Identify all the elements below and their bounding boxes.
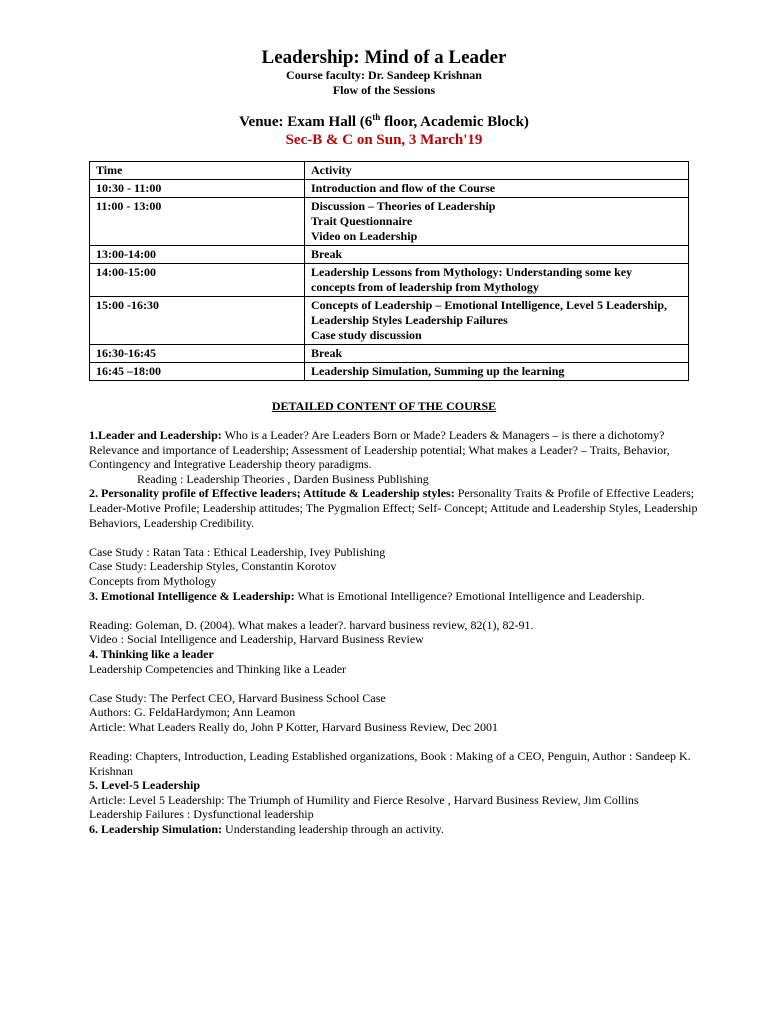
- section-5-heading-text: 5. Level-5 Leadership: [89, 778, 200, 793]
- section-6-text: Understanding leadership through an activity.: [222, 822, 444, 837]
- schedule-table: [89, 161, 689, 381]
- activity-cell: [305, 345, 689, 363]
- section-1: [89, 428, 709, 472]
- table-row: [90, 363, 689, 381]
- table-row: [90, 297, 689, 345]
- table-row: [90, 198, 689, 246]
- activity-line: Leadership Simulation, Summing up the learning: [311, 364, 565, 378]
- section-1-text: Who is a Leader? Are Leaders Born or Made? Leaders & Managers – is there a dichotomy? Relevance and importance of Leadership; Assessment of Leadership potential; What makes a Leader? – Traits, Behavior, Contingency and Integrative Leadership theory paradigms.: [89, 428, 670, 472]
- course-content: [89, 428, 709, 837]
- venue-post: floor, Academic Block): [380, 114, 529, 130]
- header-time: Time: [90, 162, 305, 180]
- page-title: Leadership: Mind of a Leader: [261, 47, 507, 68]
- table-row: [90, 345, 689, 363]
- section-date: Sec-B & C on Sun, 3 March'19: [285, 132, 483, 148]
- section-1-heading: 1.Leader and Leadership:: [89, 428, 222, 442]
- flow-subtitle: Flow of the Sessions: [332, 83, 436, 97]
- activity-cell: [305, 297, 689, 345]
- time-cell: 16:45 –18:00: [90, 363, 305, 381]
- section-3-video: Video : Social Intelligence and Leadership, Harvard Business Review: [89, 632, 424, 647]
- activity-line: Video on Leadership: [311, 229, 418, 243]
- time-cell: 16:30-16:45: [90, 345, 305, 363]
- section-4-authors: Authors: G. FeldaHardymon; Ann Leamon: [89, 705, 296, 720]
- course-faculty: Course faculty: Dr. Sandeep Krishnan: [286, 68, 482, 82]
- venue-line: [0, 113, 768, 132]
- venue-sup: th: [372, 112, 381, 122]
- activity-line: Trait Questionnaire: [311, 214, 413, 228]
- section-6: [89, 822, 709, 837]
- section-2-heading: 2. Personality profile of Effective leaders; Attitude & Leadership styles:: [89, 486, 455, 501]
- section-4-article: Article: What Leaders Really do, John P Kotter, Harvard Business Review, Dec 2001: [89, 719, 498, 734]
- section-6-heading: 6. Leadership Simulation:: [89, 822, 223, 837]
- section-4-reading: Reading: Chapters, Introduction, Leading Established organizations, Book : Making of a CEO, Penguin, Author : Sandeep K. Krishnan: [89, 749, 691, 778]
- venue-pre: Venue: Exam Hall (6: [239, 114, 373, 130]
- section-2: [89, 486, 709, 530]
- section-2-case-2: Case Study: Leadership Styles, Constantin Korotov: [89, 559, 337, 574]
- detailed-content-heading: DETAILED CONTENT OF THE COURSE: [271, 399, 497, 413]
- time-cell: 13:00-14:00: [90, 246, 305, 264]
- section-2-text: Personality Traits & Profile of Effective Leaders; Leader-Motive Profile; Leadership attitudes; The Pygmalion Effect; Self- Concept; Attitude and Leadership Styles, Leadership Behaviors, Leadership Credibility.: [89, 486, 698, 530]
- section-3-text: What is Emotional Intelligence? Emotional Intelligence and Leadership.: [294, 588, 645, 603]
- activity-cell: [305, 246, 689, 264]
- section-5-article: Article: Level 5 Leadership: The Triumph of Humility and Fierce Resolve , Harvard Business Review, Jim Collins: [89, 792, 639, 807]
- table-header-row: [90, 162, 689, 180]
- section-1-reading: Reading : Leadership Theories , Darden Business Publishing: [137, 471, 429, 486]
- time-cell: 10:30 - 11:00: [90, 180, 305, 198]
- section-5-failures: Leadership Failures : Dysfunctional leadership: [89, 807, 314, 822]
- section-4-heading: [89, 647, 709, 662]
- section-2-case-3: Concepts from Mythology: [89, 573, 217, 588]
- activity-line: Break: [311, 247, 343, 261]
- section-3: [89, 589, 709, 604]
- time-cell: 15:00 -16:30: [90, 297, 305, 345]
- activity-line: Concepts of Leadership – Emotional Intelligence, Level 5 Leadership,: [311, 298, 667, 312]
- activity-cell: [305, 264, 689, 297]
- activity-line: Discussion – Theories of Leadership: [311, 199, 496, 213]
- activity-cell: [305, 198, 689, 246]
- section-3-reading: Reading: Goleman, D. (2004). What makes a leader?. harvard business review, 82(1), 82-91.: [89, 617, 534, 632]
- table-row: [90, 264, 689, 297]
- activity-line: Break: [311, 346, 343, 360]
- time-cell: 14:00-15:00: [90, 264, 305, 297]
- activity-line: Introduction and flow of the Course: [311, 181, 496, 195]
- activity-cell: [305, 363, 689, 381]
- section-5-heading: [89, 778, 709, 793]
- activity-line: Case study discussion: [311, 328, 422, 342]
- section-4-text: Leadership Competencies and Thinking like a Leader: [89, 661, 347, 676]
- section-4-heading-text: 4. Thinking like a leader: [89, 646, 214, 661]
- activity-line: Leadership Styles Leadership Failures: [311, 313, 508, 327]
- section-4-case: Case Study: The Perfect CEO, Harvard Business School Case: [89, 690, 386, 705]
- table-row: [90, 180, 689, 198]
- time-cell: 11:00 - 13:00: [90, 198, 305, 246]
- table-row: [90, 246, 689, 264]
- activity-cell: [305, 180, 689, 198]
- header-activity: Activity: [305, 162, 689, 180]
- activity-line: Leadership Lessons from Mythology: Understanding some key: [311, 265, 633, 279]
- activity-line: concepts from of leadership from Mythology: [311, 280, 539, 294]
- section-3-heading: 3. Emotional Intelligence & Leadership:: [89, 588, 295, 603]
- section-2-case-1: Case Study : Ratan Tata : Ethical Leadership, Ivey Publishing: [89, 544, 386, 559]
